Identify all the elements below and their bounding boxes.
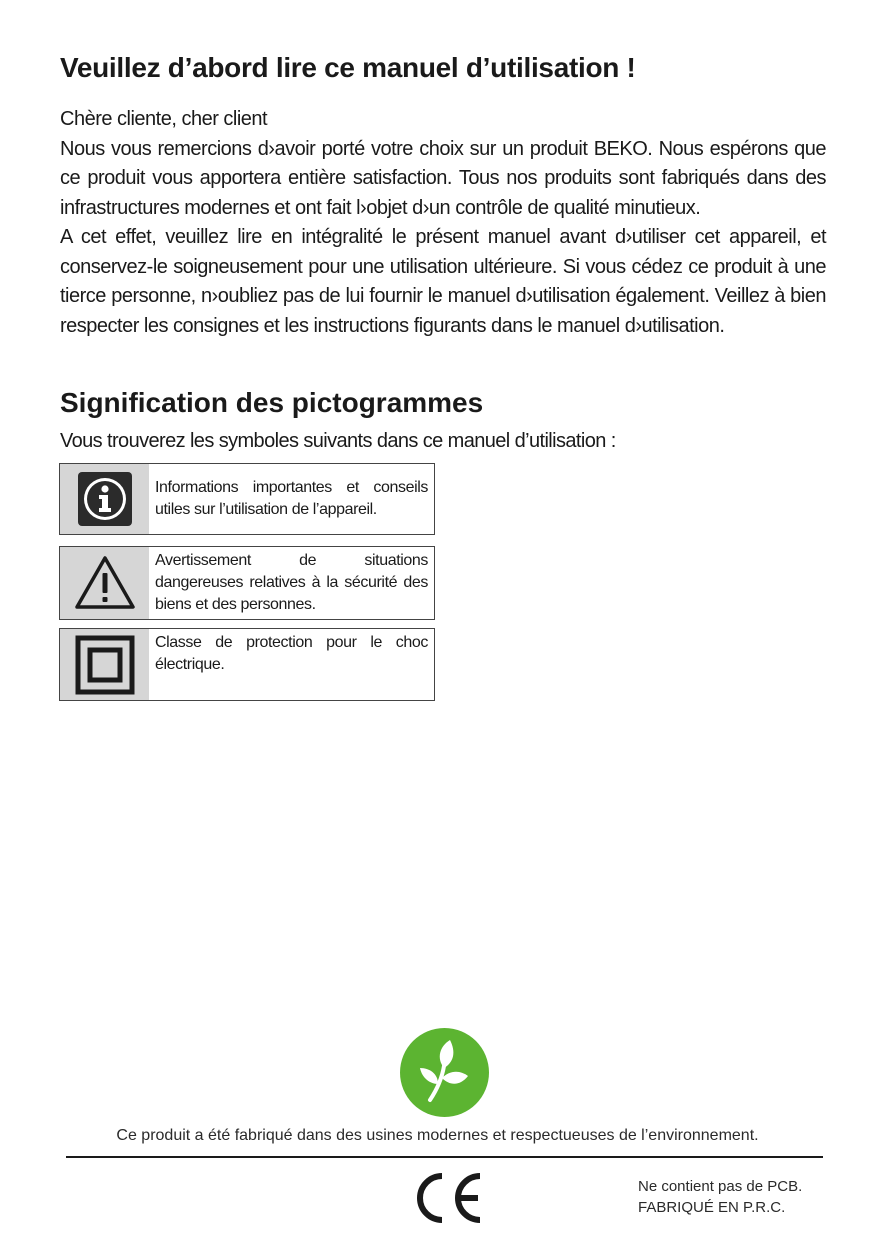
made-in: FABRIQUÉ EN P.R.C.: [638, 1199, 786, 1216]
footer-divider: [66, 1156, 823, 1158]
pictogram-warning-text: Avertissement de situations dangereuses relatives à la sécurité des biens et des personnes.: [155, 552, 428, 613]
salutation: Chère cliente, cher client: [60, 108, 268, 130]
pictograms-intro: Vous trouverez les symboles suivants dans ce manuel d’utilisation :: [60, 430, 616, 452]
pictograms-heading: Signification des pictogrammes: [60, 387, 484, 418]
pictogram-info-row: [59, 463, 435, 535]
footer-info: [638, 1176, 802, 1218]
environment-notice: Ce produit a été fabriqué dans des usines modernes et respectueuses de l’environnement.: [116, 1127, 759, 1144]
intro-paragraph-2: A cet effet, veuillez lire en intégralité le présent manuel avant d›utiliser cet appareil, et conservez-le soigneusement pour une utilisation ultérieure. Si vous cédez ce produit à une tierce personne, n›oubliez pas de lui fournir le manuel d›utilisation également. Veillez à bien respecter les consignes et les instructions figurants dans le manuel d›utilisation.: [60, 226, 826, 337]
intro-section: [60, 105, 826, 341]
ce-mark-icon: [406, 1170, 486, 1226]
pictogram-protection-text: Classe de protection pour le choc électrique.: [155, 634, 428, 673]
info-icon: [60, 464, 149, 534]
warning-icon: [60, 547, 149, 619]
intro-paragraph-1: Nous vous remercions d›avoir porté votre choix sur un produit BEKO. Nous espérons que ce produit vous apportera entière satisfaction. Tous nos produits sont fabriqués dans des infrastructures modernes et ont fait l›objet d›un contrôle de qualité minutieux.: [60, 137, 826, 219]
pictogram-info-text: Informations importantes et conseils utiles sur l’utilisation de l’appareil.: [155, 479, 428, 518]
pcb-notice: Ne contient pas de PCB.: [638, 1178, 803, 1195]
pictogram-warning-row: [59, 546, 435, 620]
double-insulation-icon: [60, 629, 149, 700]
page-title: Veuillez d’abord lire ce manuel d’utilisation !: [60, 52, 636, 83]
pictogram-protection-row: [59, 628, 435, 701]
leaf-icon: [400, 1028, 489, 1117]
